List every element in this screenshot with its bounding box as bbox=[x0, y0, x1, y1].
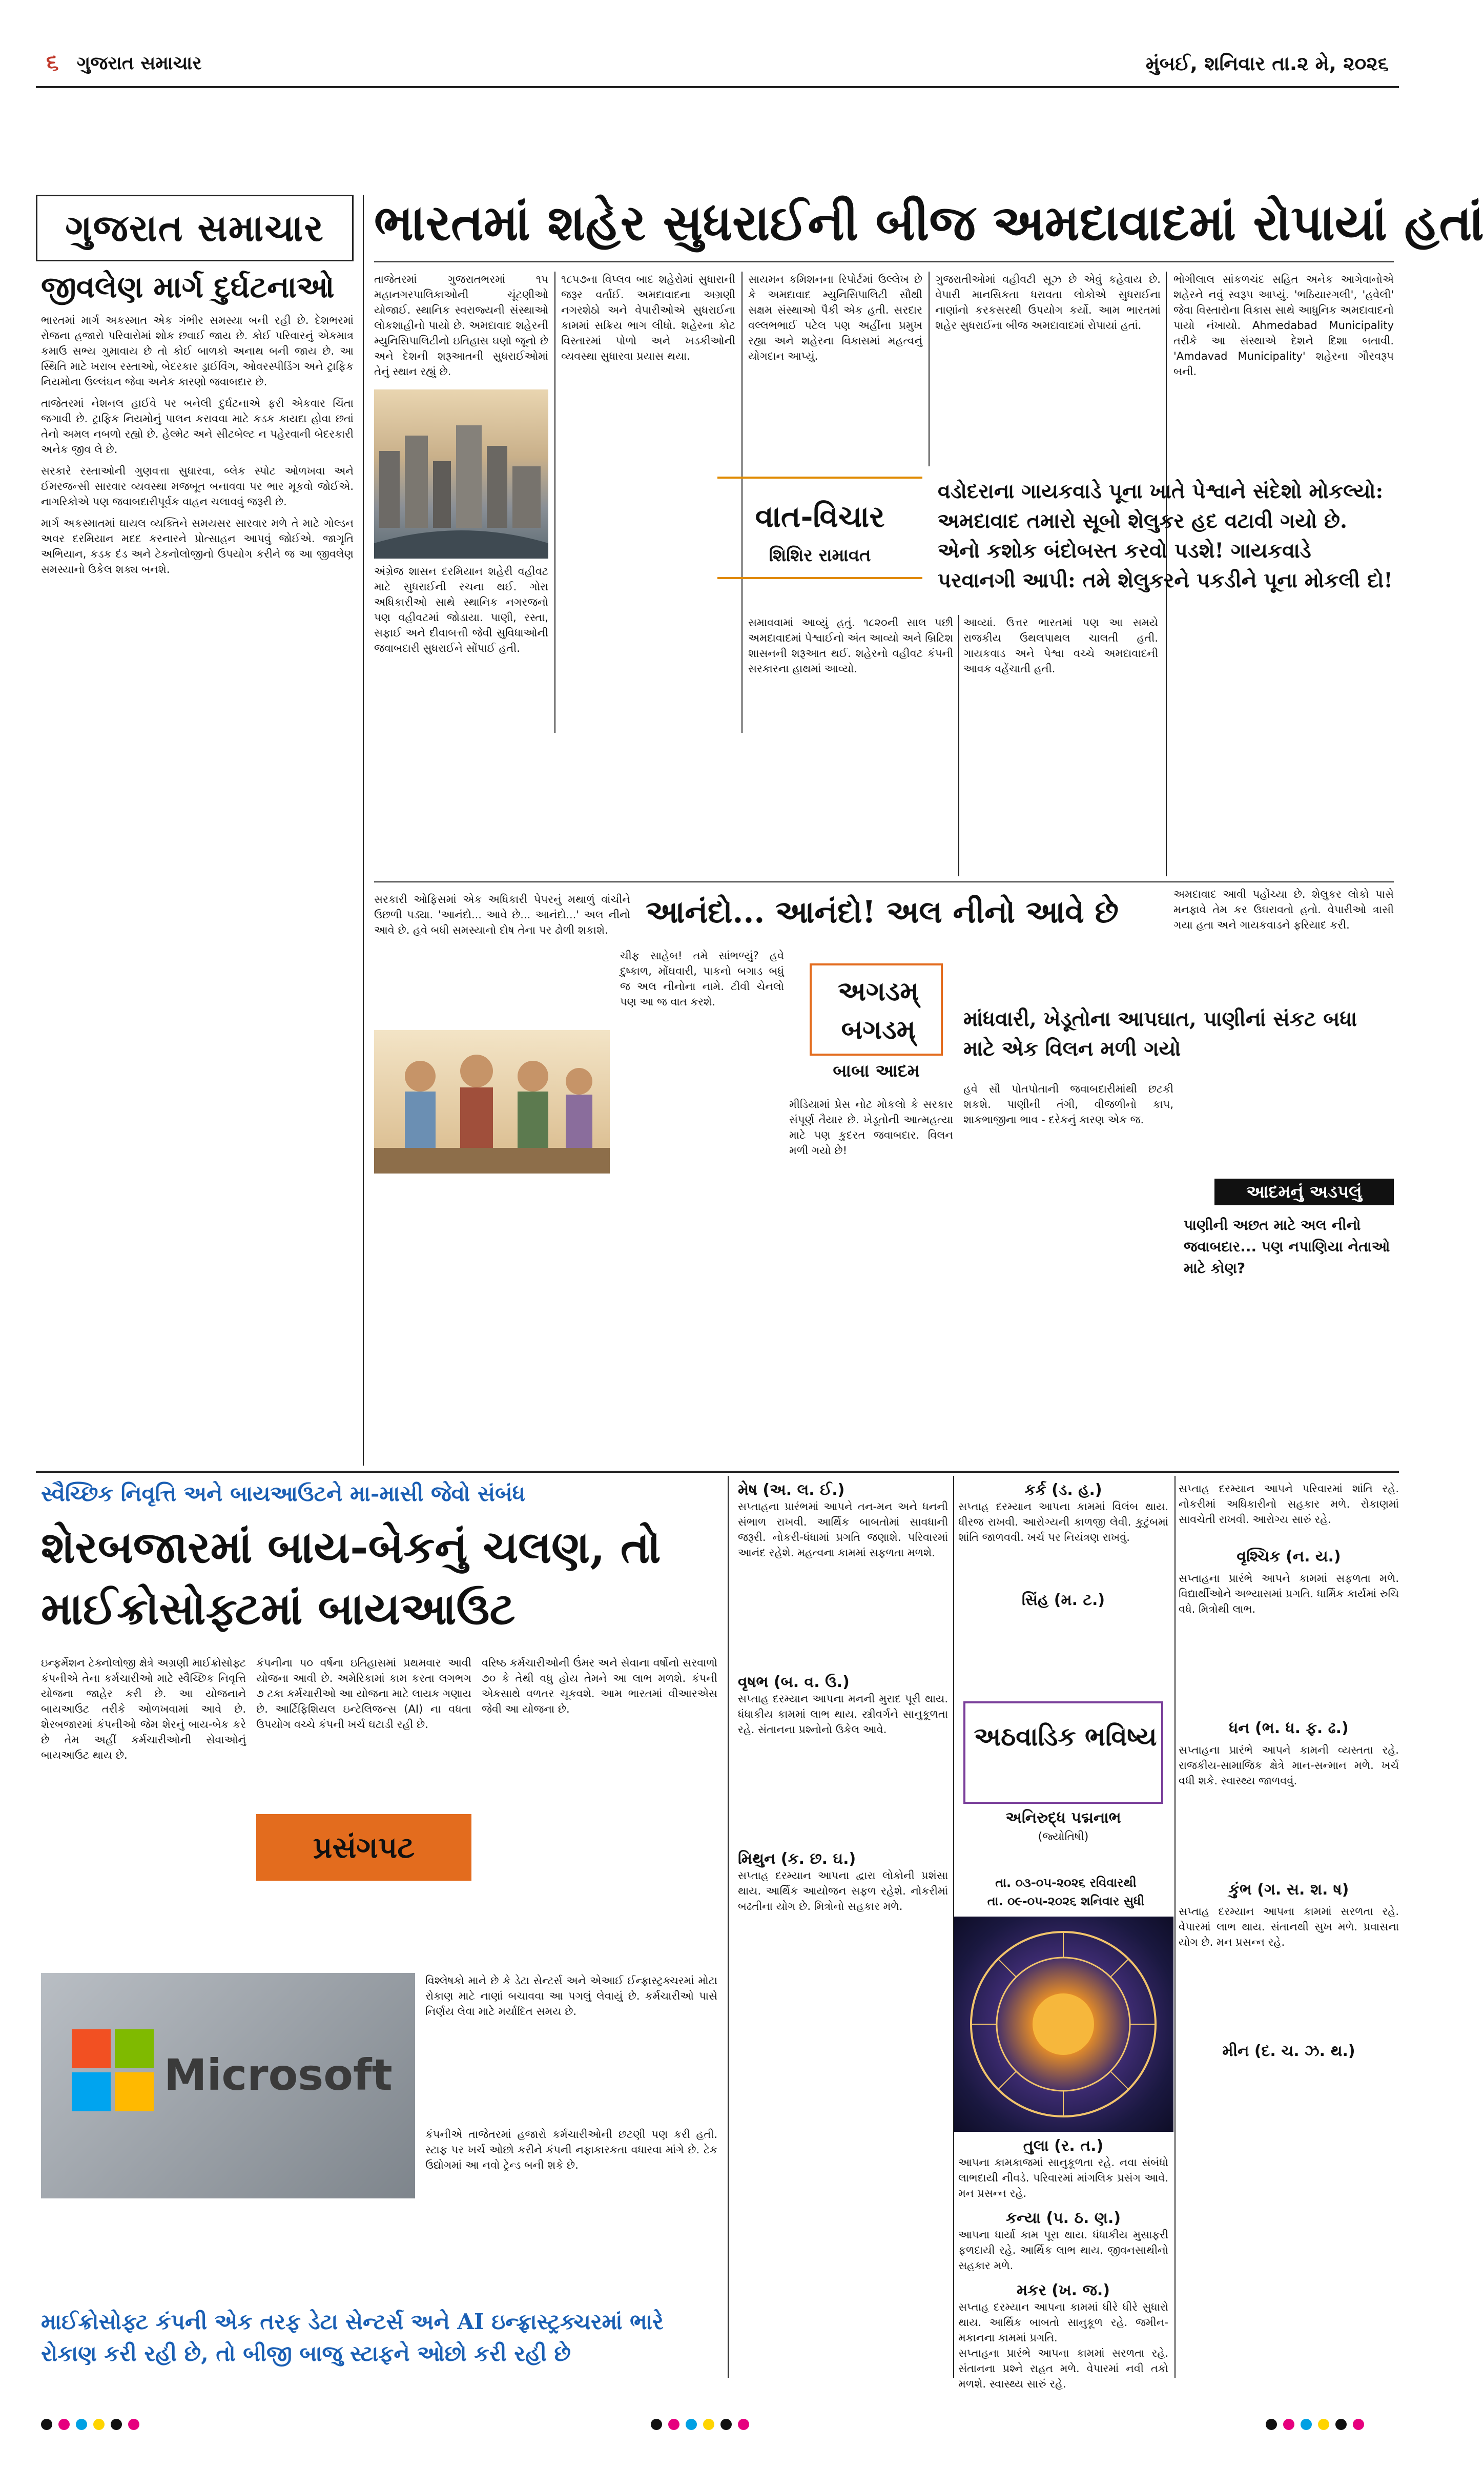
mid-rule-2 bbox=[36, 1471, 1399, 1473]
dot-icon bbox=[58, 2419, 70, 2430]
agadam-label-top: અગડમ્ bbox=[837, 976, 919, 1007]
masthead-logo bbox=[36, 195, 354, 261]
cartoon-photo bbox=[374, 1030, 610, 1174]
horo-sign-name: વૃષભ (બ. વ. ઉ.) bbox=[738, 1673, 850, 1691]
baba-col-3: મીડિયામાં પ્રેસ નોટ મોકલો કે સરકાર સંપૂર્ણ તૈયાર છે. ખેડૂતોની આત્મહત્યા માટે પણ કુદરત જવાબદાર. વિલન મળી ગયો છે! bbox=[789, 1098, 953, 1157]
lead-divider-1 bbox=[554, 272, 555, 733]
vaat-divider-1 bbox=[958, 615, 959, 876]
lead-col-3: સાયમન કમિશનના રિપોર્ટમાં ઉલ્લેખ છે કે અમદાવાદ મ્યુનિસિપાલિટી સૌથી સક્ષમ સંસ્થાઓ પૈકી એક હતી. સરદાર વલ્લભભાઈ પટેલ પણ અહીંના પ્રમુખ રહ્યા અને શહેરના વિકાસમાં મહત્વનું યોગદાન આપ્યું. bbox=[748, 273, 922, 362]
share-col-5: કંપનીએ તાજેતરમાં હજારો કર્મચારીઓની છટણી પણ કરી હતી. સ્ટાફ પર ખર્ચ ઓછો કરીને કંપની નફાકારકતા વધારવા માંગે છે. ટેક ઉદ્યોગમાં આ નવો ટ્રેન્ડ બની શકે છે. bbox=[425, 2128, 717, 2171]
horoscope-column-2 bbox=[958, 1481, 1168, 1696]
horoscope-column-1 bbox=[738, 1481, 948, 2373]
horo-sign-vrushabh bbox=[738, 1673, 948, 1737]
share-kicker: સ્વૈચ્છિક નિવૃત્તિ અને બાયઆઉટને મા-માસી જેવો સંબંધ bbox=[41, 1481, 525, 1506]
share-col-2: કંપનીના ૫૦ વર્ષના ઇતિહાસમાં પ્રથમવાર આવી યોજના આવી છે. અમેરિકામાં કામ કરતા લગભગ ૭ ટકા કર્મચારીઓ આ યોજના માટે લાયક ગણાય છે. આર્ટિફિશિયલ ઇન્ટેલિજન્સ (AI) ના વધતા ઉપયોગ વચ્ચે કંપની ખર્ચ ઘટાડી રહી છે. bbox=[256, 1657, 471, 1731]
horo-sign-name: મીન (દ. ચ. ઝ. થ.) bbox=[1222, 2042, 1355, 2060]
horoscope-column-3 bbox=[1179, 1481, 1399, 2373]
vaat-vichar-col-3: અમદાવાદ આવી પહોંચ્યા છે. શેલુકર લોકો પાસે મનફાવે તેમ કર ઉઘરાવતો હતો. વેપારીઓ ત્રાસી ગયા હતા અને ગાયકવાડને ફરિયાદ કરી. bbox=[1173, 888, 1394, 931]
horo-sign-text: આપના કામકાજમાં સાનુકૂળતા રહે. નવા સંબંધો લાભદાયી નીવડે. પરિવારમાં માંગલિક પ્રસંગ આવે. મન પ્રસન્ન રહે. bbox=[958, 2156, 1168, 2199]
editorial-p2: તાજેતરમાં નેશનલ હાઈવે પર બનેલી દુર્ઘટનાએ ફરી એકવાર ચિંતા જગાવી છે. ટ્રાફિક નિયમોનું પાલન કરાવવા માટે કડક કાયદા હોવા છતાં તેનો અમલ નબળો રહ્યો છે. હેલ્મેટ અને સીટબેલ્ટ ન પહેરવાની બેદરકારી અનેક જીવ લે છે. bbox=[41, 397, 354, 456]
baba-col-4: હવે સૌ પોતપોતાની જવાબદારીમાંથી છટકી શકશે. પાણીની તંગી, વીજળીનો કાપ, શાકભાજીના ભાવ - દરેકનું કારણ એક જ. bbox=[963, 1083, 1173, 1126]
lead-col-2: ૧૮૫૭ના વિપ્લવ બાદ શહેરોમાં સુધારાની જરૂર વર્તાઈ. અમદાવાદના અગ્રણી નગરશેઠો અને વેપારીઓએ સુધરાઈના કામમાં સક્રિય ભાગ લીધો. શહેરના કોટ વિસ્તારમાં પોળો અને ખડકીઓની વ્યવસ્થા સુધારવા પ્રયાસ થયા. bbox=[561, 273, 735, 362]
dot-icon bbox=[703, 2419, 714, 2430]
dot-icon bbox=[738, 2419, 749, 2430]
horo-sign-mesh bbox=[738, 1481, 948, 1560]
header-rule bbox=[36, 86, 1399, 88]
horo-sign-text: સપ્તાહના પ્રારંભે આપને કામની વ્યસ્તતા રહે. રાજકીય-સામાજિક ક્ષેત્રે માન-સન્માન મળે. ખર્ચ વધી શકે. સ્વાસ્થ્ય જાળવવું. bbox=[1179, 1744, 1399, 1787]
horo-sign-name: કર્ક (ડ. હ.) bbox=[1024, 1481, 1102, 1499]
microsoft-logo-text: Microsoft bbox=[164, 2050, 393, 2100]
agadam-label-frame bbox=[810, 963, 943, 1056]
dot-icon bbox=[720, 2419, 732, 2430]
baba-col-2: ચીફ સાહેબ! તમે સાંભળ્યું? હવે દુષ્કાળ, મોંઘવારી, પાકનો બગાડ બધું જ અલ નીનોના નામે. ટીવી ચેનલો પણ આ જ વાત કરશે. bbox=[620, 950, 784, 1008]
cartoon-officers-icon bbox=[374, 1030, 610, 1174]
horo-sign-text: સપ્તાહના પ્રારંભે આપને કામમાં સફળતા મળે. વિદ્યાર્થીઓને અભ્યાસમાં પ્રગતિ. ધાર્મિક કાર્યમાં રુચિ વધે. મિત્રોથી લાભ. bbox=[1179, 1572, 1399, 1615]
dot-icon bbox=[93, 2419, 105, 2430]
footer-registration-marks-center bbox=[651, 2419, 755, 2432]
horo-sign-name: કુંભ (ગ. સ. શ. ષ) bbox=[1228, 1881, 1349, 1899]
dot-icon bbox=[41, 2419, 52, 2430]
dot-icon bbox=[1301, 2419, 1312, 2430]
paper-name: ગુજરાત સમાચાર bbox=[77, 52, 202, 74]
page-header bbox=[36, 46, 1399, 82]
editorial-p4: માર્ગ અકસ્માતમાં ઘાયલ વ્યક્તિને સમયસર સારવાર મળે તે માટે ગોલ્ડન અવર દરમિયાન મદદ કરનારને પ્રોત્સાહન આપવું જોઈએ. જાગૃતિ અભિયાન, કડક દંડ અને ટેકનોલોજીનો ઉપયોગ કરીને જ આ જીવલેણ સમસ્યાનો ઉકેલ શક્ય બનશે. bbox=[41, 517, 354, 575]
vaat-vichar-title: વડોદરાના ગાયકવાડે પૂના ખાતે પેશ્વાને સંદેશો મોકલ્યો: અમદાવાદ તમારો સૂબો શેલુકર હદ વટાવી ગયો છે. એનો કશોક બંદોબસ્ત કરવો પડશે! ગાયકવાડે પરવાનગી આપી: તમે શેલુકરને પકડીને પૂના મોકલી દો! bbox=[938, 479, 1393, 592]
vaat-vichar-label-box bbox=[717, 477, 922, 579]
share-col-1: ઇન્ફર્મેશન ટેક્નોલોજી ક્ષેત્રે અગ્રણી માઈક્રોસોફ્ટ કંપનીએ તેના કર્મચારીઓ માટે સ્વૈચ્છિક નિવૃત્તિ યોજના જાહેર કરી છે. આ યોજનાને બાયઆઉટ તરીકે ઓળખવામાં આવે છે. શેરબજારમાં કંપનીઓ જેમ શેરનું બાય-બેક કરે છે તેમ અહીં કર્મચારીઓની સેવાઓનું બાયઆઉટ થાય છે. bbox=[41, 1657, 246, 1761]
editorial-title: જીવલેણ માર્ગ દુર્ઘટનાઓ bbox=[41, 270, 335, 304]
horo-sign-text: સપ્તાહ દરમ્યાન આપના કામમાં ધીરે ધીરે સુધારો થાય. આર્થિક બાબતો સાનુકૂળ રહે. જમીન-મકાનના કામમાં પ્રગતિ. bbox=[958, 2301, 1168, 2344]
baba-aadam-kicker: આનંદો... આનંદો! અલ નીનો આવે છે bbox=[646, 894, 1119, 930]
lead-col-1b-text: અંગ્રેજ શાસન દરમિયાન શહેરી વહીવટ માટે સુધરાઈની રચના થઈ. ગોરા અધિકારીઓ સાથે સ્થાનિક નગરજનો પણ વહીવટમાં જોડાયા. પાણી, રસ્તા, સફાઈ અને દીવાબત્તી જેવી સુવિધાઓની જવાબદારી સુધરાઈને સોંપાઈ હતી. bbox=[374, 565, 548, 654]
agadam-label-box bbox=[799, 958, 953, 1086]
editorial-p1: ભારતમાં માર્ગ અકસ્માત એક ગંભીર સમસ્યા બની રહી છે. દેશભરમાં રોજના હજારો પરિવારોમાં શોક છવાઈ જાય છે. કોઈ પરિવારનું એકમાત્ર કમાઉ સભ્ય ગુમાવાય છે તો કોઈ બાળકો અનાથ બની જાય છે. આ સ્થિતિ માટે ખરાબ રસ્તાઓ, બેદરકાર ડ્રાઈવિંગ, ઓવરસ્પીડિંગ અને ટ્રાફિક નિયમોના ઉલ્લંઘન જેવા અનેક કારણો જવાબદાર છે. bbox=[41, 314, 354, 388]
share-divider bbox=[728, 1476, 729, 2378]
mid-rule-1 bbox=[374, 881, 1394, 882]
horo-divider-2 bbox=[1174, 1476, 1176, 2378]
footer-registration-marks-left bbox=[41, 2419, 146, 2432]
microsoft-logo-icon bbox=[72, 2029, 154, 2111]
horo-sign-name: સિંહ (મ. ટ.) bbox=[1021, 1591, 1105, 1609]
horo-sign-name: તુલા (ર. ત.) bbox=[1023, 2137, 1104, 2155]
dot-icon bbox=[1353, 2419, 1364, 2430]
lead-photo bbox=[374, 389, 548, 559]
horo-sign-text: સપ્તાહના પ્રારંભમાં આપને તન-મન અને ધનની સંભાળ રાખવી. આર્થિક બાબતોમાં સાવધાની જરૂરી. નોકરી-ધંધામાં પ્રગતિ જણાશે. પરિવારમાં આનંદ રહેશે. મહત્વના કામમાં સફળતા મળશે. bbox=[738, 1500, 948, 1559]
horoscope-label-frame bbox=[963, 1701, 1163, 1804]
dot-icon bbox=[1318, 2419, 1329, 2430]
share-col-4: વિશ્લેષકો માને છે કે ડેટા સેન્ટર્સ અને એઆઈ ઈન્ફ્રાસ્ટ્રક્ચરમાં મોટા રોકાણ માટે નાણાં બચાવવા આ પગલું લેવાયું છે. કર્મચારીઓ પાસે નિર્ણય લેવા માટે મર્યાદિત સમય છે. bbox=[425, 1974, 717, 2018]
aadmu-text: પાણીની અછત માટે અલ નીનો જવાબદાર... પણ નપાણિયા નેતાઓ માટે કોણ? bbox=[1184, 1217, 1390, 1277]
zodiac-wheel-image bbox=[953, 1917, 1173, 2132]
lead-col-4: ગુજરાતીઓમાં વહીવટી સૂઝ છે એવું કહેવાય છે. વેપારી માનસિકતા ધરાવતા લોકોએ સુધરાઈના નાણાંનો કરકસરથી ઉપયોગ કર્યો. આમ ભારતમાં શહેર સુધરાઈના બીજ અમદાવાદમાં રોપાયાં હતાં. bbox=[935, 273, 1161, 332]
share-col-3: વરિષ્ઠ કર્મચારીઓની ઉંમર અને સેવાના વર્ષોનો સરવાળો ૭૦ કે તેથી વધુ હોય તેમને આ લાભ મળશે. કંપની એકસાથે વળતર ચૂકવશે. આમ ભારતમાં વીઆરએસ જેવી આ યોજના છે. bbox=[482, 1657, 717, 1715]
editorial-divider bbox=[363, 195, 364, 1466]
horoscope-label-box bbox=[953, 1701, 1173, 1870]
lead-title-rule bbox=[374, 261, 1394, 262]
city-skyline-icon bbox=[374, 389, 548, 559]
horoscope-label: અઠવાડિક ભવિષ્ય bbox=[974, 1721, 1157, 1752]
horo-sign-name: મિથુન (ક. છ. ઘ.) bbox=[738, 1850, 856, 1868]
dot-icon bbox=[111, 2419, 122, 2430]
horoscope-author-note: (જ્યોતિષી) bbox=[1038, 1830, 1089, 1843]
dot-icon bbox=[76, 2419, 87, 2430]
vaat-vichar-col-2: આવ્યાં. ઉત્તર ભારતમાં પણ આ સમયે રાજકીય ઉથલપાથલ ચાલતી હતી. ગાયકવાડ અને પેશ્વા વચ્ચે અમદાવાદની આવક વહેંચાતી હતી. bbox=[963, 616, 1158, 675]
footer-registration-marks-right bbox=[1266, 2419, 1370, 2432]
dot-icon bbox=[651, 2419, 662, 2430]
dot-icon bbox=[128, 2419, 139, 2430]
prasangpat-label bbox=[256, 1814, 471, 1881]
dot-icon bbox=[1266, 2419, 1277, 2430]
share-bottom-banner: માઈક્રોસોફ્ટ કંપની એક તરફ ડેટા સેન્ટર્સ અને AI ઇન્ફ્રાસ્ટ્રક્ચરમાં ભારે રોકાણ કરી રહી છે, તો બીજી બાજુ સ્ટાફને ઓછો કરી રહી છે bbox=[41, 2309, 664, 2366]
dot-icon bbox=[1335, 2419, 1347, 2430]
dot-icon bbox=[686, 2419, 697, 2430]
baba-aadam-title: માંધવારી, ખેડૂતોના આપઘાત, પાણીનાં સંકટ બધા માટે એક વિલન મળી ગયો bbox=[963, 1007, 1357, 1061]
horo-sign-text: સપ્તાહ દરમ્યાન આપના કામમાં વિલંબ થાય. ધીરજ રાખવી. આરોગ્યની કાળજી લેવી. કુટુંબમાં શાંતિ જાળવવી. ખર્ચ પર નિયંત્રણ રાખવું. bbox=[958, 1500, 1168, 1544]
editorial-p3: સરકારે રસ્તાઓની ગુણવત્તા સુધારવા, બ્લેક સ્પોટ ઓળખવા અને ઈમરજન્સી સારવાર વ્યવસ્થા મજબૂત બનાવવા પર ભાર મૂકવો જોઈએ. નાગરિકોએ પણ જવાબદારીપૂર્વક વાહન ચલાવવું જરૂરી છે. bbox=[41, 465, 354, 508]
vaat-vichar-label: વાત-વિચાર bbox=[755, 499, 885, 534]
prasangpat-label-text: પ્રસંગપટ bbox=[313, 1829, 415, 1865]
horo-sign-text: સપ્તાહ દરમ્યાન આપને પરિવારમાં શાંતિ રહે. નોકરીમાં અધિકારીનો સહકાર મળે. રોકાણમાં સાવચેતી રાખવી. આરોગ્ય સારું રહે. bbox=[1179, 1483, 1399, 1526]
horo-sign-text: સપ્તાહ દરમ્યાન આપના કામમાં સરળતા રહે. વેપારમાં લાભ થાય. સંતાનથી સુખ મળે. પ્રવાસના યોગ છે. મન પ્રસન્ન રહે. bbox=[1179, 1905, 1399, 1948]
editorial-body bbox=[41, 313, 354, 1460]
lead-title: ભારતમાં શહેર સુધરાઈની બીજ અમદાવાદમાં રોપાયાં હતાં bbox=[374, 194, 1484, 252]
lead-divider-3 bbox=[929, 272, 930, 466]
aadmu-title: આદમનું અડપલું bbox=[1214, 1179, 1394, 1205]
microsoft-photo bbox=[41, 1973, 415, 2198]
agadam-label-bottom: બગડમ્ bbox=[841, 1014, 916, 1045]
lead-col-5: ભોગીલાલ સાંકળચંદ સહિત અનેક આગેવાનોએ શહેરને નવું સ્વરૂપ આપ્યું. 'ભઠિયારગલી', 'હવેલી' જેવા વિસ્તારોના વિકાસ સાથે આધુનિક અમદાવાદનો પાયો નંખાયો. Ahmedabad Municipality તરીકે આ સંસ્થાએ દેશને દિશા બતાવી. 'Amdavad Municipality' શહેરના ગૌરવરૂપ બની. bbox=[1173, 273, 1394, 378]
horo-sign-text: સપ્તાહ દરમ્યાન આપના દ્વારા લોકોની પ્રશંસા થાય. આર્થિક આયોજન સફળ રહેશે. નોકરીમાં બઢતીના યોગ છે. મિત્રોનો સહકાર મળે. bbox=[738, 1869, 948, 1912]
horo-divider-1 bbox=[953, 1476, 954, 2378]
horo-sign-text: આપના ધાર્યા કામ પૂરા થાય. ધંધાકીય મુસાફરી ફળદાયી રહે. આર્થિક લાભ થાય. જીવનસાથીનો સહકાર મળે. bbox=[958, 2229, 1168, 2272]
horo-sign-mithun bbox=[738, 1850, 948, 1914]
aadmu-box bbox=[1184, 1179, 1394, 1322]
lead-col-1: તાજેતરમાં ગુજરાતભરમાં ૧૫ મહાનગરપાલિકાઓની ચૂંટણીઓ યોજાઈ. સ્થાનિક સ્વરાજ્યની સંસ્થાઓ લોકશાહીનો પાયો છે. અમદાવાદ શહેરની મ્યુનિસિપાલિટીનો ઇતિહાસ ઘણો જૂનો છે અને દેશની શરૂઆતની સુધરાઈઓમાં તેનું સ્થાન રહ્યું છે. bbox=[374, 273, 548, 378]
dateline: મુંબઈ, શનિવાર તા.૨ મે, ૨૦૨૬ bbox=[1145, 52, 1389, 75]
masthead-logo-text: ગુજરાત સમાચાર bbox=[65, 205, 324, 250]
horoscope-author: અનિરુદ્ધ પદ્મનાભ bbox=[1005, 1809, 1121, 1827]
horo-sign-text: સપ્તાહ દરમ્યાન આપના મનની મુરાદ પૂરી થાય. ધંધાકીય કામમાં લાભ થાય. સ્ત્રીવર્ગને સાનુકૂળતા રહે. સંતાનના પ્રશ્નોનો ઉકેલ આવે. bbox=[738, 1693, 948, 1736]
vaat-vichar-col-1: સમાવવામાં આવ્યું હતું. ૧૮૨૦ની સાલ પછી અમદાવાદમાં પેશ્વાઈનો અંત આવ્યો અને બ્રિટિશ શાસનની શરૂઆત થઈ. શહેરનો વહીવટ કંપની સરકારના હાથમાં આવ્યો. bbox=[748, 616, 953, 675]
share-title: શેરબજારમાં બાય-બેકનું ચલણ, તો માઈક્રોસોફ્ટમાં બાયઆઉટ bbox=[41, 1521, 661, 1635]
horo-sign-name: વૃશ્ચિક (ન. ય.) bbox=[1236, 1548, 1341, 1566]
baba-col-1: સરકારી ઓફિસમાં એક અધિકારી પેપરનું મથાળું વાંચીને ઉછળી પડ્યા. 'આનંદો... આવે છે... આનંદો...' અલ નીનો આવે છે. હવે બધી સમસ્યાનો દોષ તેના પર ઢોળી શકાશે. bbox=[374, 893, 630, 936]
dot-icon bbox=[668, 2419, 679, 2430]
horo-sign-name: ધન (ભ. ધ. ફ. ઢ.) bbox=[1229, 1719, 1349, 1737]
dot-icon bbox=[1283, 2419, 1294, 2430]
horoscope-date-to: તા. ૦૯-૦૫-૨૦૨૬ શનિવાર સુધી bbox=[987, 1894, 1145, 1908]
page-number: ૬ bbox=[46, 49, 59, 75]
horoscope-column-2b bbox=[958, 2137, 1168, 2390]
horo-sign-text: સપ્તાહના પ્રારંભે આપના કામમાં સરળતા રહે. સંતાનના પ્રશ્ને રાહત મળે. વેપારમાં નવી તકો મળશે. સ્વાસ્થ્ય સારું રહે. bbox=[958, 2347, 1168, 2390]
horo-sign-name: કન્યા (પ. ઠ. ણ.) bbox=[1005, 2209, 1121, 2227]
zodiac-wheel-icon bbox=[953, 1917, 1173, 2132]
baba-aadam-author: બાબા આદમ bbox=[833, 1061, 920, 1081]
lead-col-1b bbox=[374, 564, 548, 738]
horo-sign-name: મકર (ખ. જ.) bbox=[1016, 2281, 1110, 2299]
horo-sign-name: મેષ (અ. લ. ઈ.) bbox=[738, 1481, 845, 1499]
vaat-vichar-author: શિશિર રામાવત bbox=[769, 545, 871, 566]
horoscope-date-from: તા. ૦૩-૦૫-૨૦૨૬ રવિવારથી bbox=[995, 1876, 1137, 1890]
